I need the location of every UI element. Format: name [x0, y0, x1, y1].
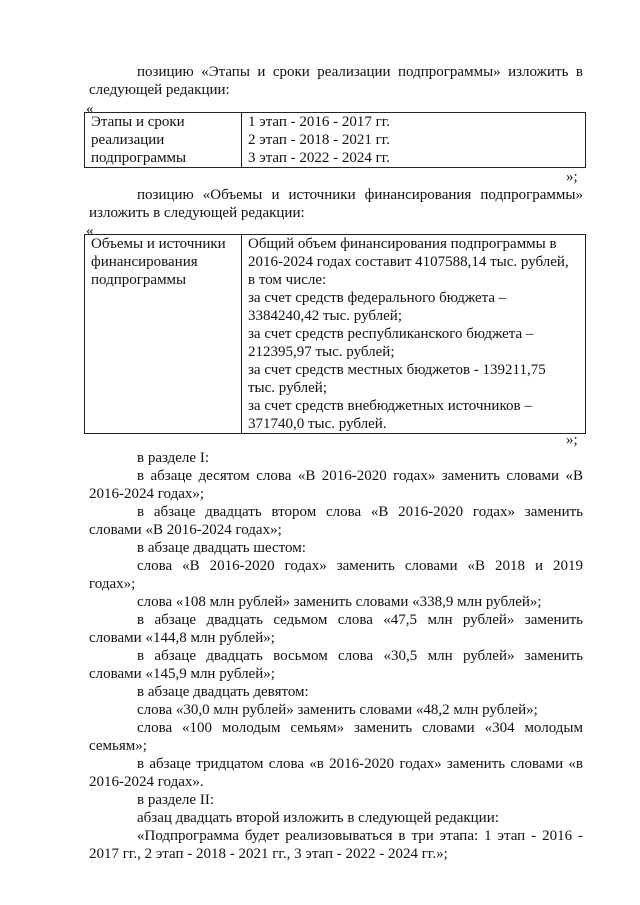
- paragraph-line: изложить в следующей редакции:: [89, 205, 305, 221]
- body-line: словами «145,9 млн рублей»;: [89, 666, 275, 682]
- body-line: словами «144,8 млн рублей»;: [89, 630, 275, 646]
- cell-text: 371740,0 тыс. рублей.: [248, 416, 387, 432]
- paragraph-line: позицию «Этапы и сроки реализации подпрограммы» изложить в: [137, 64, 583, 80]
- paragraph-line: следующей редакции:: [89, 82, 230, 98]
- stages-table: [84, 112, 586, 168]
- body-line: годах»;: [89, 576, 136, 592]
- cell-text: 1 этап - 2016 - 2017 гг.: [248, 114, 391, 130]
- cell-text: Объемы и источники: [91, 236, 226, 252]
- body-line: абзац двадцать второй изложить в следующей редакции:: [137, 810, 499, 826]
- cell-text: за счет средств внебюджетных источников –: [248, 398, 532, 414]
- cell-text: 212395,97 тыс. рублей;: [248, 344, 395, 360]
- cell-text: 3384240,42 тыс. рублей;: [248, 308, 402, 324]
- cell-text: 2016-2024 годах составит 4107588,14 тыс. рублей,: [248, 254, 569, 270]
- body-line: в абзаце двадцать шестом:: [137, 540, 306, 556]
- body-line: в абзаце двадцать восьмом слова «30,5 млн рублей» заменить: [137, 648, 583, 664]
- body-line: в абзаце двадцать девятом:: [137, 684, 309, 700]
- cell-text: за счет средств федерального бюджета –: [248, 290, 507, 306]
- cell-text: 2 этап - 2018 - 2021 гг.: [248, 132, 391, 148]
- body-line: в разделе I:: [137, 450, 209, 466]
- body-line: словами «В 2016-2024 годах»;: [89, 522, 282, 538]
- funding-value-cell: [242, 235, 586, 434]
- body-line: в разделе II:: [137, 792, 214, 808]
- body-line: 2017 гг., 2 этап - 2018 - 2021 гг., 3 этап - 2022 - 2024 гг.»;: [89, 846, 448, 862]
- quote-open: «: [86, 223, 94, 239]
- quote-close: »;: [566, 169, 578, 185]
- body-line: «Подпрограмма будет реализовываться в три этапа: 1 этап - 2016 -: [137, 828, 583, 844]
- cell-text: Этапы и сроки: [91, 114, 185, 130]
- body-line: семьям»;: [89, 738, 147, 754]
- body-line: слова «108 млн рублей» заменить словами «338,9 млн рублей»;: [137, 594, 542, 610]
- body-line: слова «100 молодым семьям» заменить словами «304 молодым: [137, 720, 583, 736]
- funding-label-cell: [85, 235, 242, 434]
- body-line: в абзаце тридцатом слова «в 2016-2020 годах» заменить словами «в: [137, 756, 583, 772]
- quote-close: »;: [566, 432, 578, 448]
- body-line: слова «В 2016-2020 годах» заменить словами «В 2018 и 2019: [137, 558, 583, 574]
- cell-text: подпрограммы: [91, 272, 187, 288]
- funding-table: [84, 234, 586, 434]
- stages-label-cell: [85, 113, 242, 168]
- cell-text: Общий объем финансирования подпрограммы в: [248, 236, 557, 252]
- cell-text: за счет средств местных бюджетов - 139211,75: [248, 362, 546, 378]
- body-line: в абзаце двадцать втором слова «В 2016-2020 годах» заменить: [137, 504, 583, 520]
- cell-text: 3 этап - 2022 - 2024 гг.: [248, 150, 391, 166]
- cell-text: за счет средств республиканского бюджета –: [248, 326, 534, 342]
- body-line: 2016-2024 годах».: [89, 774, 204, 790]
- paragraph-line: позицию «Объемы и источники финансирования подпрограммы»: [137, 187, 583, 203]
- cell-text: финансирования: [91, 254, 198, 270]
- stages-value-cell: [242, 113, 586, 168]
- cell-text: реализации: [91, 132, 165, 148]
- quote-open: «: [86, 101, 94, 117]
- body-line: в абзаце двадцать седьмом слова «47,5 млн рублей» заменить: [137, 612, 583, 628]
- body-line: в абзаце десятом слова «В 2016-2020 годах» заменить словами «В: [137, 468, 583, 484]
- body-line: слова «30,0 млн рублей» заменить словами «48,2 млн рублей»;: [137, 702, 538, 718]
- cell-text: подпрограммы: [91, 150, 187, 166]
- cell-text: в том числе:: [248, 272, 327, 288]
- body-line: 2016-2024 годах»;: [89, 486, 205, 502]
- cell-text: тыс. рублей;: [248, 380, 327, 396]
